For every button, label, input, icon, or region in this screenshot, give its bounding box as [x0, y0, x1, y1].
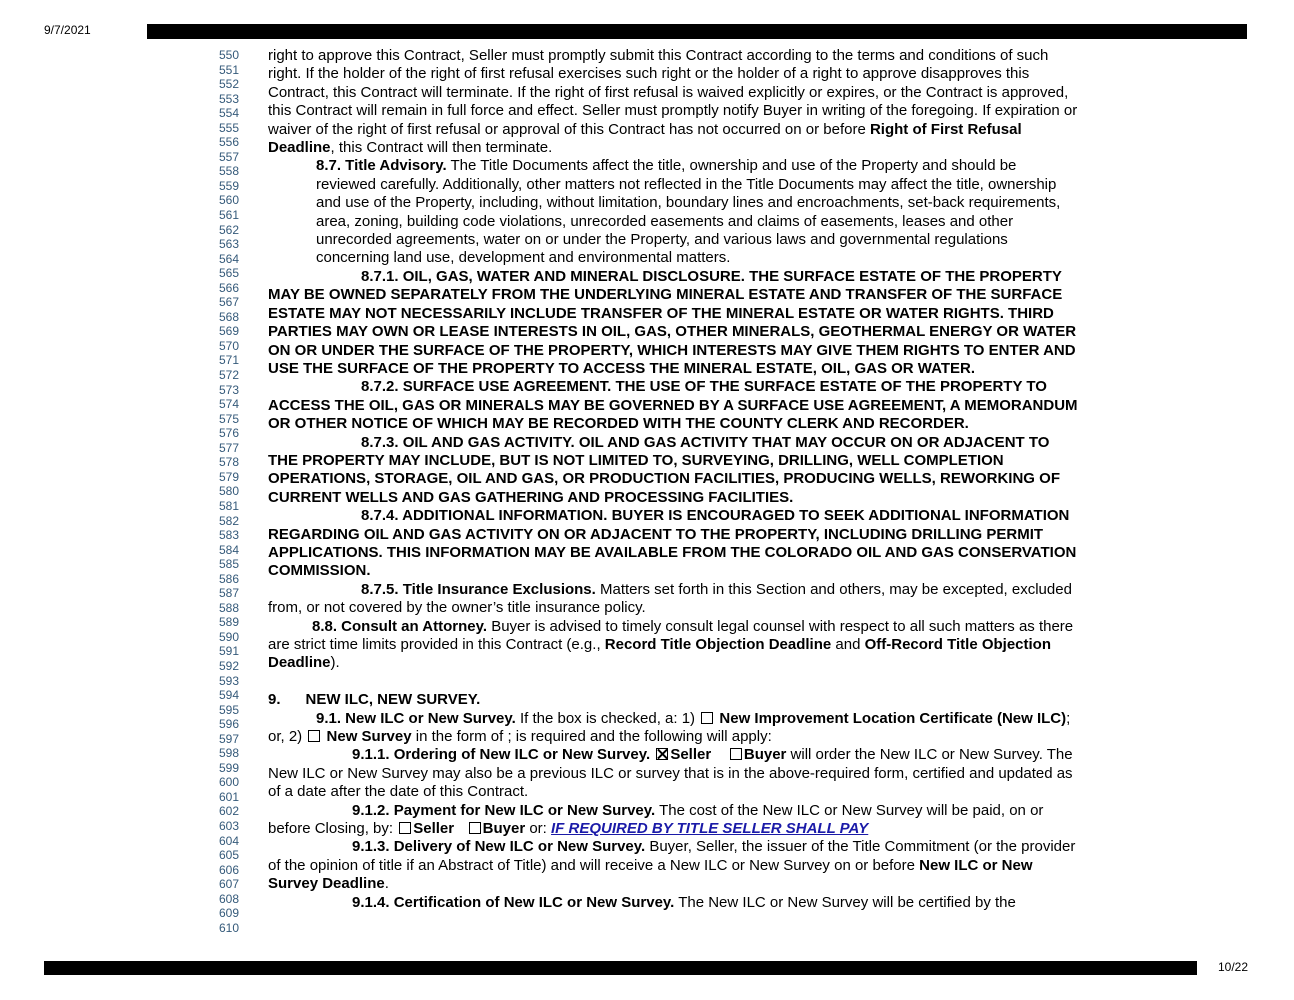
line-number: 593 [219, 673, 240, 688]
line-number: 570 [219, 338, 240, 353]
section-9-1-4: 9.1.4. Certification of New ILC or New Survey. The New ILC or New Survey will be certified by the [352, 893, 1016, 911]
line-number: 581 [219, 498, 240, 513]
payment-fill-in-field[interactable]: IF REQUIRED BY TITLE SELLER SHALL PAY [551, 820, 869, 838]
line-number: 590 [219, 629, 240, 644]
section-8-7-3: 8.7.3. OIL AND GAS ACTIVITY. OIL AND GAS ACTIVITY THAT MAY OCCUR ON OR ADJACENT TO THE PROPERTY MAY INCLUDE, BUT IS NOT LIMITED TO, SURVEYING, DRILLING, WELL COMPLETION OPERATIONS, STORAGE, OIL AND GAS, OR PRODUCTION FACILITIES, PRODUCING WELLS, REWORKING OF CURRENT WELLS AND GAS GATHERING AND PROCESSING FACILITIES. [268, 433, 1060, 506]
payment-buyer-checkbox[interactable] [469, 822, 481, 834]
section-8-7: 8.7. Title Advisory. The Title Documents affect the title, ownership and use of the Property and should be reviewed carefully. Additionally, other matters not reflected in the Title Documents may affect the title, ownership and use of the Property, including, without limitation, boundary lines and encroachments, set-back requirements, area, zoning, building code violations, unrecorded easements and claims of easements, leases and other unrecorded agreements, water on or under the Property, and various laws and governmental regulations concerning land use, development and environmental matters. [316, 157, 1061, 267]
section-8-7-5: 8.7.5. Title Insurance Exclusions. Matters set forth in this Section and others, may be excepted, excluded from, or not covered by the owner’s title insurance policy. [268, 580, 1072, 617]
line-number: 608 [219, 891, 240, 906]
line-number: 606 [219, 862, 240, 877]
line-number: 561 [219, 208, 240, 223]
line-number: 558 [219, 164, 240, 179]
line-number: 599 [219, 760, 240, 775]
line-number: 600 [219, 775, 240, 790]
line-number: 575 [219, 411, 240, 426]
line-number: 554 [219, 106, 240, 121]
section-8-8: 8.8. Consult an Attorney. Buyer is advised to timely consult legal counsel with respect to all such matters as there are strict time limits provided in this Contract (e.g., Record Title Objection Deadline and Off-Record Title Objection Deadline). [268, 617, 1074, 672]
new-survey-checkbox[interactable] [308, 730, 320, 742]
line-number: 555 [219, 120, 240, 135]
ordering-seller-checkbox[interactable] [656, 748, 668, 760]
header-date: 9/7/2021 [44, 23, 91, 37]
line-number: 596 [219, 717, 240, 732]
footer-bar [44, 961, 1197, 975]
line-number: 566 [219, 280, 240, 295]
line-number: 552 [219, 77, 240, 92]
line-number: 576 [219, 426, 240, 441]
line-number: 562 [219, 222, 240, 237]
line-number: 597 [219, 731, 240, 746]
line-number: 591 [219, 644, 240, 659]
line-number: 565 [219, 266, 240, 281]
line-number: 553 [219, 91, 240, 106]
section-9-heading: 9. NEW ILC, NEW SURVEY. [268, 691, 481, 709]
line-number: 588 [219, 600, 240, 615]
line-number: 592 [219, 658, 240, 673]
header-bar [147, 24, 1247, 39]
line-number: 578 [219, 455, 240, 470]
line-number: 563 [219, 237, 240, 252]
line-number: 564 [219, 251, 240, 266]
line-number: 580 [219, 484, 240, 499]
line-number: 598 [219, 746, 240, 761]
line-number: 573 [219, 382, 240, 397]
page-number: 10/22 [1218, 960, 1249, 974]
line-number: 557 [219, 149, 240, 164]
line-number: 587 [219, 586, 240, 601]
line-number: 556 [219, 135, 240, 150]
line-number: 601 [219, 789, 240, 804]
line-number: 572 [219, 368, 240, 383]
spacer [268, 673, 1078, 691]
line-number: 550 [219, 48, 240, 62]
line-number: 571 [219, 353, 240, 368]
ordering-buyer-checkbox[interactable] [730, 748, 742, 760]
line-number: 602 [219, 804, 240, 819]
new-ilc-checkbox[interactable] [701, 712, 713, 724]
line-number: 610 [219, 920, 240, 935]
line-numbers [219, 48, 249, 935]
line-number: 583 [219, 528, 240, 543]
line-number: 577 [219, 440, 240, 455]
line-number: 595 [219, 702, 240, 717]
line-number: 584 [219, 542, 240, 557]
line-number: 569 [219, 324, 240, 339]
section-9-1-1: 9.1.1. Ordering of New ILC or New Survey. Seller Buyer will order the New ILC or New Survey. The New ILC or New Survey may also be a previous ILC or survey that is in the above-required form, certified and updated as of a date after the date of this Contract. [268, 746, 1073, 801]
line-number: 609 [219, 906, 240, 921]
section-8-7-4: 8.7.4. ADDITIONAL INFORMATION. BUYER IS ENCOURAGED TO SEEK ADDITIONAL INFORMATION REGARDING OIL AND GAS ACTIVITY ON OR ADJACENT TO THE PROPERTY, INCLUDING DRILLING PERMIT APPLICATIONS. THIS INFORMATION MAY BE AVAILABLE FROM THE COLORADO OIL AND GAS CONSERVATION COMMISSION. [268, 507, 1077, 580]
line-number: 594 [219, 688, 240, 703]
line-number: 586 [219, 571, 240, 586]
section-8-7-1: 8.7.1. OIL, GAS, WATER AND MINERAL DISCLOSURE. THE SURFACE ESTATE OF THE PROPERTY MAY BE OWNED SEPARATELY FROM THE UNDERLYING MINERAL ESTATE AND TRANSFER OF THE SURFACE ESTATE MAY NOT NECESSARILY INCLUDE TRANSFER OF THE MINERAL ESTATE OR WATER RIGHTS. THIRD PARTIES MAY OWN OR LEASE INTERESTS IN OIL, GAS, OTHER MINERALS, GEOTHERMAL ENERGY OR WATER ON OR UNDER THE SURFACE OF THE PROPERTY, WHICH INTERESTS MAY GIVE THEM RIGHTS TO ENTER AND USE THE SURFACE OF THE PROPERTY TO ACCESS THE MINERAL ESTATE, OIL, GAS OR WATER. [268, 267, 1077, 377]
line-number: 567 [219, 295, 240, 310]
section-9-1-2: 9.1.2. Payment for New ILC or New Survey. The cost of the New ILC or New Survey will be paid, on or before Closing, by: Seller Buyer or: IF REQUIRED BY TITLE SELLER SHALL PAY [268, 801, 1044, 838]
line-number: 551 [219, 62, 240, 77]
line-number: 559 [219, 178, 240, 193]
line-number: 604 [219, 833, 240, 848]
line-number: 605 [219, 848, 240, 863]
line-number: 579 [219, 469, 240, 484]
line-number: 585 [219, 557, 240, 572]
section-8-7-2: 8.7.2. SURFACE USE AGREEMENT. THE USE OF THE SURFACE ESTATE OF THE PROPERTY TO ACCESS THE OIL, GAS OR MINERALS MAY BE GOVERNED BY A SURFACE USE AGREEMENT, A MEMORANDUM OR OTHER NOTICE OF WHICH MAY BE RECORDED WITH THE COUNTY CLERK AND RECORDER. [268, 378, 1078, 433]
line-number: 607 [219, 877, 240, 892]
line-number: 582 [219, 513, 240, 528]
section-9-1: 9.1. New ILC or New Survey. If the box is checked, a: 1) New Improvement Location Certificate (New ILC); or, 2) New Survey in the form of ; is required and the following will apply: [268, 709, 1071, 746]
line-number: 603 [219, 818, 240, 833]
line-number: 574 [219, 397, 240, 412]
paragraph-right-of-first-refusal: right to approve this Contract, Seller must promptly submit this Contract according to the terms and conditions of such right. If the holder of the right of first refusal exercises such right or the holder of a right to approve disapproves this Contract, this Contract will terminate. If the right of first refusal is waived explicitly or expires, or the Contract is approved, this Contract will remain in full force and effect. Seller must promptly notify Buyer in writing of the foregoing. If expiration or waiver of the right of first refusal or approval of this Contract has not occurred on or before Right of First Refusal Deadline, this Contract will then terminate. [268, 47, 1078, 157]
section-9-1-3: 9.1.3. Delivery of New ILC or New Survey. Buyer, Seller, the issuer of the Title Commitment (or the provider of the opinion of title if an Abstract of Title) and will receive a New ILC or New Survey on or before New ILC or New Survey Deadline. [268, 838, 1076, 893]
line-number: 589 [219, 615, 240, 630]
line-number: 560 [219, 193, 240, 208]
document-body [268, 47, 1078, 912]
line-number: 568 [219, 309, 240, 324]
payment-seller-checkbox[interactable] [399, 822, 411, 834]
